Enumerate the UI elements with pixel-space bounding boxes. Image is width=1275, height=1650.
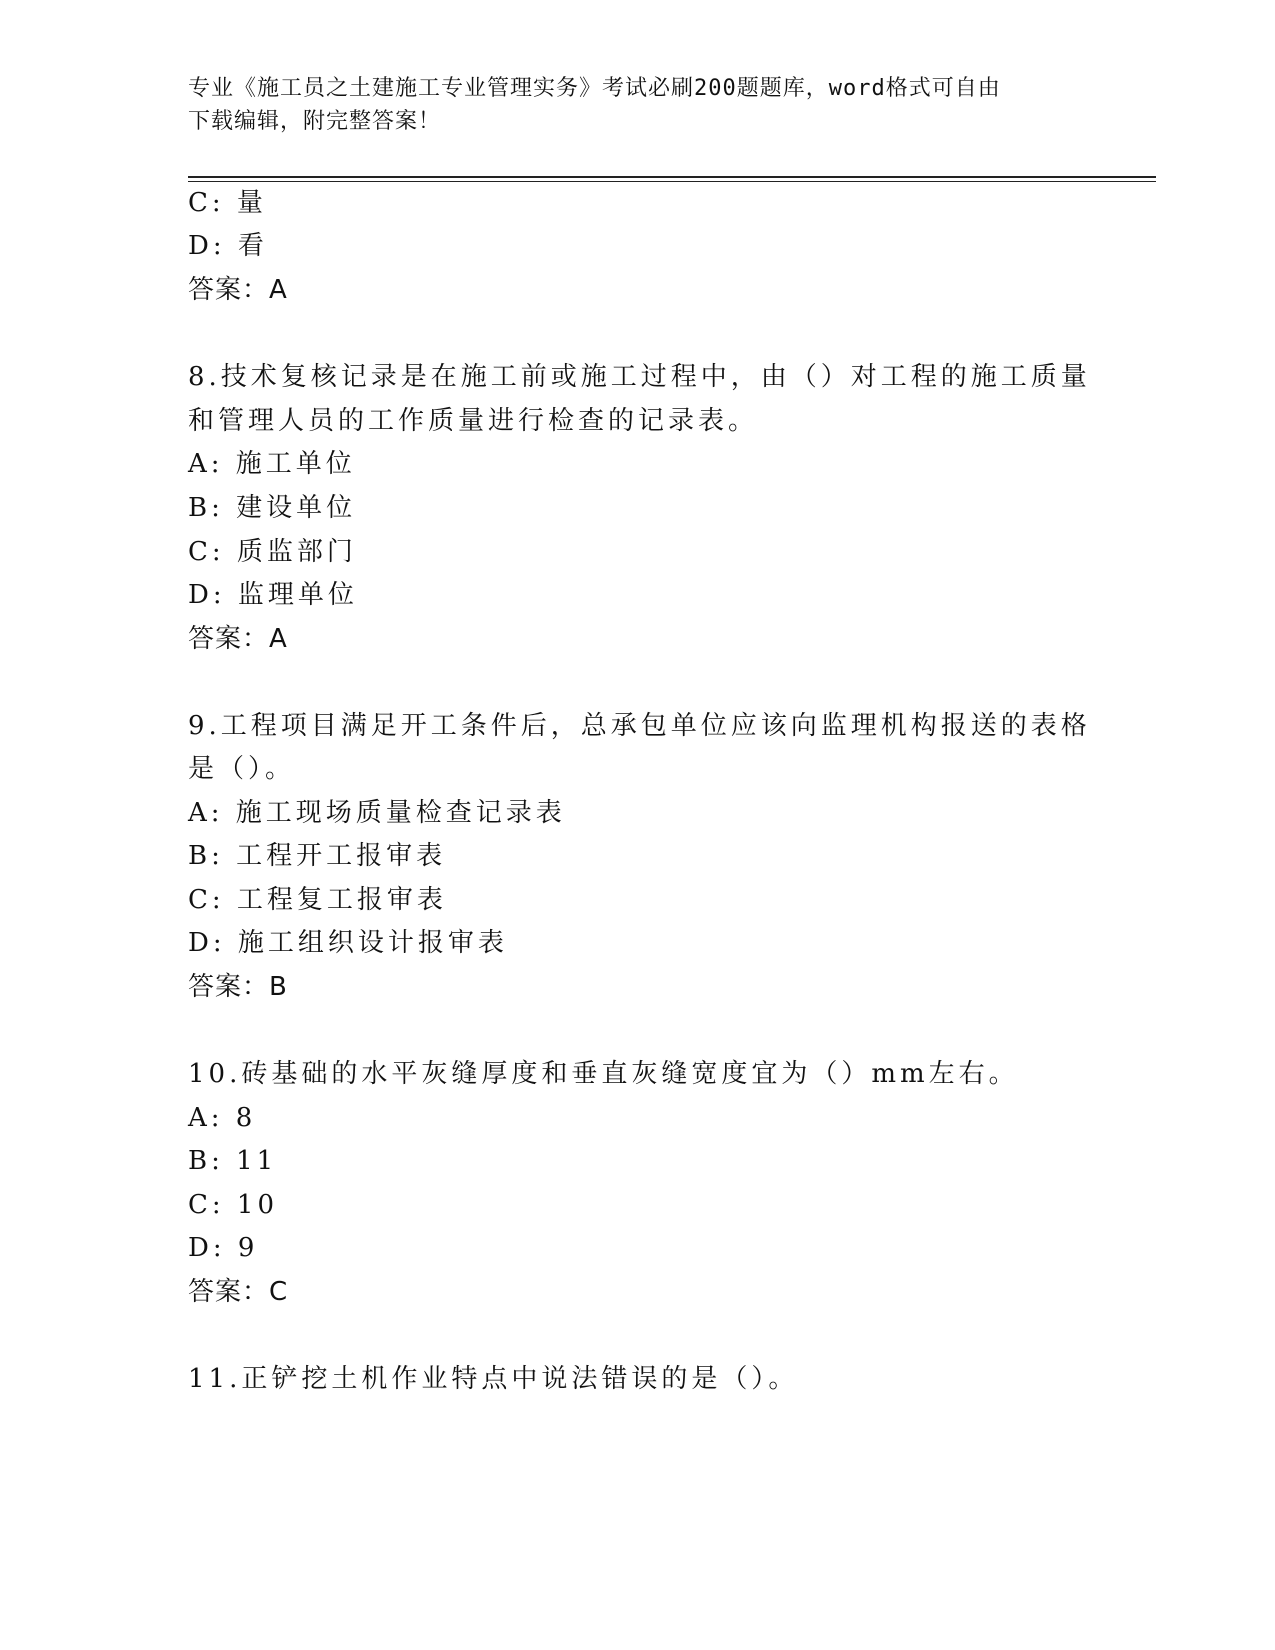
q10-stem-line-1: 10.砖基础的水平灰缝厚度和垂直灰缝宽度宜为（）mm左右。 [188,1059,1019,1089]
q9-stem-line-1: 9.工程项目满足开工条件后，总承包单位应该向监理机构报送的表格 [188,711,1091,741]
q10-answer: 答案：C [188,1277,289,1307]
q7-option-c: C: 量 [188,188,267,218]
q8-option-d: D: 监理单位 [188,580,358,610]
q8-option-c: C: 质监部门 [188,537,357,567]
q10-option-a: A: 8 [188,1103,257,1133]
q8-option-a: A: 施工单位 [188,449,356,479]
header-line-1: 专业《施工员之土建施工专业管理实务》考试必刷200题题库，word格式可自由 [188,76,1001,101]
q9-option-a: A: 施工现场质量检查记录表 [188,798,566,828]
q10-option-d: D: 9 [188,1233,259,1263]
header-line-2: 下载编辑，附完整答案！ [188,109,442,134]
q7-option-d: D: 看 [188,231,268,261]
q7-answer: 答案：A [188,275,288,305]
q8-stem-line-2: 和管理人员的工作质量进行检查的记录表。 [188,406,759,436]
q9-option-b: B: 工程开工报审表 [188,841,447,871]
q10-option-b: B: 11 [188,1146,278,1176]
q11-stem-line-1: 11.正铲挖土机作业特点中说法错误的是（）。 [188,1364,799,1394]
header-rule-thick [188,176,1156,178]
q9-option-d: D: 施工组织设计报审表 [188,928,508,958]
q9-stem-line-2: 是（）。 [188,754,296,784]
q8-answer: 答案：A [188,624,288,654]
page-header [188,72,1088,138]
q9-answer: 答案：B [188,972,288,1002]
q9-option-c: C: 工程复工报审表 [188,885,447,915]
q8-option-b: B: 建设单位 [188,493,357,523]
q10-option-c: C: 10 [188,1190,279,1220]
q8-stem-line-1: 8.技术复核记录是在施工前或施工过程中，由（）对工程的施工质量 [188,362,1091,392]
header-rule-thin [188,181,1156,182]
